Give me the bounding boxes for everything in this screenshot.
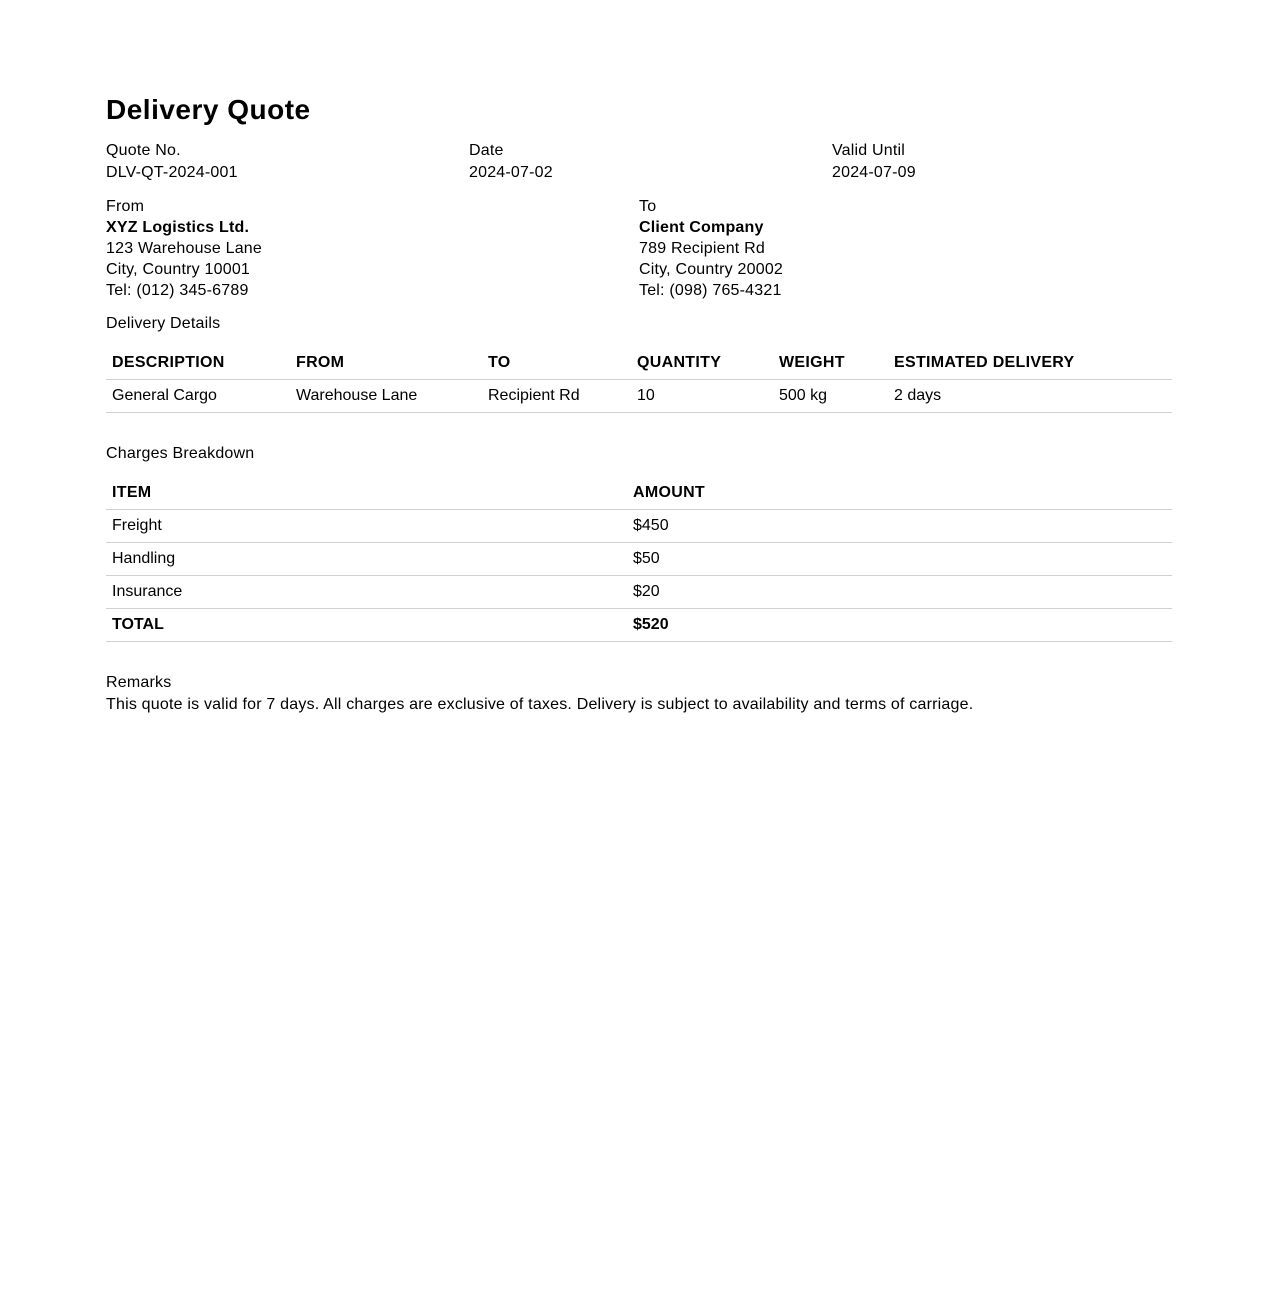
column-header: FROM [290,347,482,380]
recipient-address-line1: 789 Recipient Rd [639,240,765,257]
quote-number-block [106,140,469,184]
quote-date-block [469,140,832,184]
table-row [106,380,1172,413]
column-header: DESCRIPTION [106,347,290,380]
quote-document [106,96,1172,716]
column-header: AMOUNT [627,477,1172,510]
quote-number-label: Quote No. [106,142,181,159]
sender-address-line1: 123 Warehouse Lane [106,240,263,257]
valid-until-block [832,140,1172,184]
sender-address-line2: City, Country 10001 [106,261,251,278]
table-cell: 10 [631,380,773,413]
column-header: ESTIMATED DELIVERY [888,347,1172,380]
quote-date-value: 2024-07-02 [469,164,553,181]
charges-header-row [106,477,1172,510]
parties [106,196,1172,301]
recipient-label: To [639,198,657,215]
delivery-details-table [106,347,1172,413]
sender-label: From [106,198,145,215]
quote-date-label: Date [469,142,504,159]
total-amount: $520 [627,609,1172,642]
table-cell: Recipient Rd [482,380,631,413]
valid-until-label: Valid Until [832,142,906,159]
column-header: ITEM [106,477,627,510]
column-header: QUANTITY [631,347,773,380]
table-row [106,543,1172,576]
table-cell: 500 kg [773,380,888,413]
table-row [106,576,1172,609]
delivery-header-row [106,347,1172,380]
sender-phone: Tel: (012) 345-6789 [106,282,249,299]
column-header: WEIGHT [773,347,888,380]
table-cell: Warehouse Lane [290,380,482,413]
table-cell: $450 [627,510,1172,543]
recipient-address-line2: City, Country 20002 [639,261,784,278]
total-row [106,609,1172,642]
table-cell: Handling [106,543,627,576]
remarks-section [106,672,1172,716]
sender-name: XYZ Logistics Ltd. [106,219,250,236]
sender-block [106,196,639,301]
table-row [106,510,1172,543]
remarks-label: Remarks [106,674,172,691]
charges-breakdown-title: Charges Breakdown [106,445,255,462]
recipient-name: Client Company [639,219,764,236]
table-cell: General Cargo [106,380,290,413]
delivery-details-title: Delivery Details [106,315,221,332]
table-cell: $20 [627,576,1172,609]
quote-meta [106,140,1172,184]
charges-table [106,477,1172,642]
column-header: TO [482,347,631,380]
table-cell: $50 [627,543,1172,576]
table-cell: 2 days [888,380,1172,413]
recipient-block [639,196,1172,301]
remarks-text: This quote is valid for 7 days. All charges are exclusive of taxes. Delivery is subject to availability and terms of carriage. [106,696,974,713]
recipient-phone: Tel: (098) 765-4321 [639,282,782,299]
quote-number-value: DLV-QT-2024-001 [106,164,238,181]
table-cell: Freight [106,510,627,543]
table-cell: Insurance [106,576,627,609]
total-label: TOTAL [106,609,627,642]
valid-until-value: 2024-07-09 [832,164,916,181]
document-title: Delivery Quote [106,94,311,125]
